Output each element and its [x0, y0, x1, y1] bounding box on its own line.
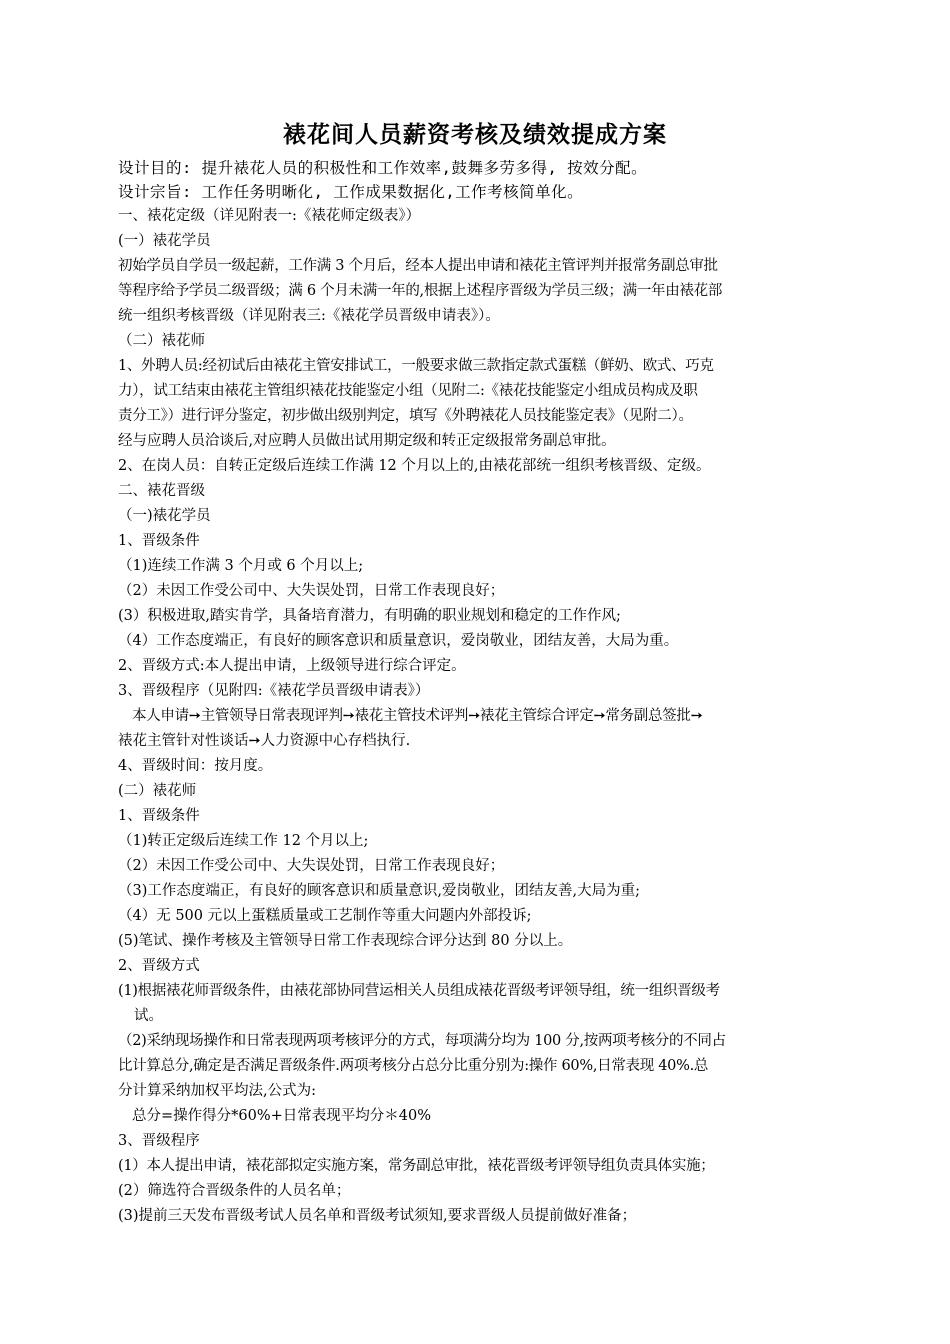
section-heading-1: 一、裱花定级（详见附表一:《裱花师定级表》） — [118, 208, 421, 224]
section-heading-2: 二、裱花晋级 — [118, 483, 205, 499]
item-heading: 4、晋级时间：按月度。 — [118, 758, 273, 774]
document-title: 裱花间人员薪资考核及绩效提成方案 — [283, 122, 667, 148]
item-heading: 1、晋级条件 — [118, 533, 200, 549]
design-purpose: 设计目的: 提升裱花人员的积极性和工作效率,鼓舞多劳多得, 按效分配。 — [118, 159, 648, 177]
list-item-continuation: 比计算总分,确定是否满足晋级条件.两项考核分占总分比重分别为:操作 60%,日常表现 40%.总 — [118, 1058, 709, 1074]
paragraph-line: 2、在岗人员：自转正定级后连续工作满 12 个月以上的,由裱花部统一组织考核晋级、定级。 — [118, 458, 711, 474]
paragraph-line: 力），试工结束由裱花主管组织裱花技能鉴定小组（见附二:《裱花技能鉴定小组成员构成及职 — [118, 383, 698, 399]
list-item: (1）本人提出申请，裱花部拟定实施方案，常务副总审批，裱花晋级考评领导组负责具体实施； — [118, 1158, 715, 1174]
formula-line: 总分=操作得分*60%+日常表现平均分＊40% — [132, 1108, 432, 1124]
subsection-heading: (一）裱花学员 — [118, 233, 211, 249]
paragraph-line: 初始学员自学员一级起薪，工作满 3 个月后，经本人提出申请和裱花主管评判并报常务副总审批 — [118, 258, 718, 274]
list-item-continuation: 分计算采纳加权平均法,公式为: — [118, 1083, 316, 1099]
list-item: (3）积极进取,踏实肯学，具备培育潜力，有明确的职业规划和稳定的工作作风; — [118, 608, 621, 624]
item-heading: 3、晋级程序 — [118, 1133, 200, 1149]
item-heading: 3、晋级程序（见附四:《裱花学员晋级申请表》） — [118, 683, 430, 699]
list-item: （4）无 500 元以上蛋糕质量或工艺制作等重大问题内外部投诉; — [118, 908, 532, 924]
list-item: (3)提前三天发布晋级考试人员名单和晋级考试须知,要求晋级人员提前做好准备； — [118, 1208, 637, 1224]
paragraph-line: 统一组织考核晋级（详见附表三:《裱花学员晋级申请表》）。 — [118, 308, 500, 324]
list-item: (5)笔试、操作考核及主管领导日常工作表现综合评分达到 80 分以上。 — [118, 933, 573, 949]
process-flow-line: 本人申请➙主管领导日常表现评判➙裱花主管技术评判➙裱花主管综合评定➙常务副总签批➙ — [132, 708, 703, 724]
list-item: （1)连续工作满 3 个月或 6 个月以上; — [118, 558, 364, 574]
list-item: （2）未因工作受公司中、大失误处罚，日常工作表现良好； — [118, 858, 505, 874]
list-item: （2）未因工作受公司中、大失误处罚，日常工作表现良好； — [118, 583, 505, 599]
list-item: (2）筛选符合晋级条件的人员名单； — [118, 1183, 351, 1199]
list-item: （2)采纳现场操作和日常表现两项考核评分的方式，每项满分均为 100 分,按两项考核分的不同占 — [118, 1033, 726, 1049]
paragraph-line: 经与应聘人员洽谈后,对应聘人员做出试用期定级和转正定级报常务副总审批。 — [118, 433, 616, 449]
subsection-heading: （一)裱花学员 — [118, 508, 211, 524]
list-item-continuation: 试。 — [134, 1008, 163, 1024]
item-heading: 1、晋级条件 — [118, 808, 200, 824]
list-item: （3)工作态度端正，有良好的顾客意识和质量意识,爱岗敬业，团结友善,大局为重; — [118, 883, 640, 899]
paragraph-line: 1、外聘人员:经初试后由裱花主管安排试工，一般要求做三款指定款式蛋糕（鲜奶、欧式、巧克 — [118, 358, 714, 374]
list-item: （1)转正定级后连续工作 12 个月以上; — [118, 833, 369, 849]
item-heading: 2、晋级方式:本人提出申请，上级领导进行综合评定。 — [118, 658, 466, 674]
subsection-heading: （二）裱花师 — [118, 333, 205, 349]
paragraph-line: 等程序给予学员二级晋级；满 6 个月未满一年的,根据上述程序晋级为学员三级；满一年由裱花部 — [118, 283, 723, 299]
item-heading: 2、晋级方式 — [118, 958, 200, 974]
process-flow-line: 裱花主管针对性谈话➙人力资源中心存档执行. — [118, 733, 411, 749]
list-item: （4）工作态度端正，有良好的顾客意识和质量意识，爱岗敬业，团结友善，大局为重。 — [118, 633, 679, 649]
paragraph-line: 责分工》）进行评分鉴定，初步做出级别判定，填写《外聘裱花人员技能鉴定表》（见附二）。 — [118, 408, 693, 424]
subsection-heading: (二）裱花师 — [118, 783, 197, 799]
list-item: (1)根据裱花师晋级条件，由裱花部协同营运相关人员组成裱花晋级考评领导组，统一组织晋级考 — [118, 983, 720, 999]
design-principle: 设计宗旨: 工作任务明晰化, 工作成果数据化,工作考核简单化。 — [118, 183, 584, 201]
